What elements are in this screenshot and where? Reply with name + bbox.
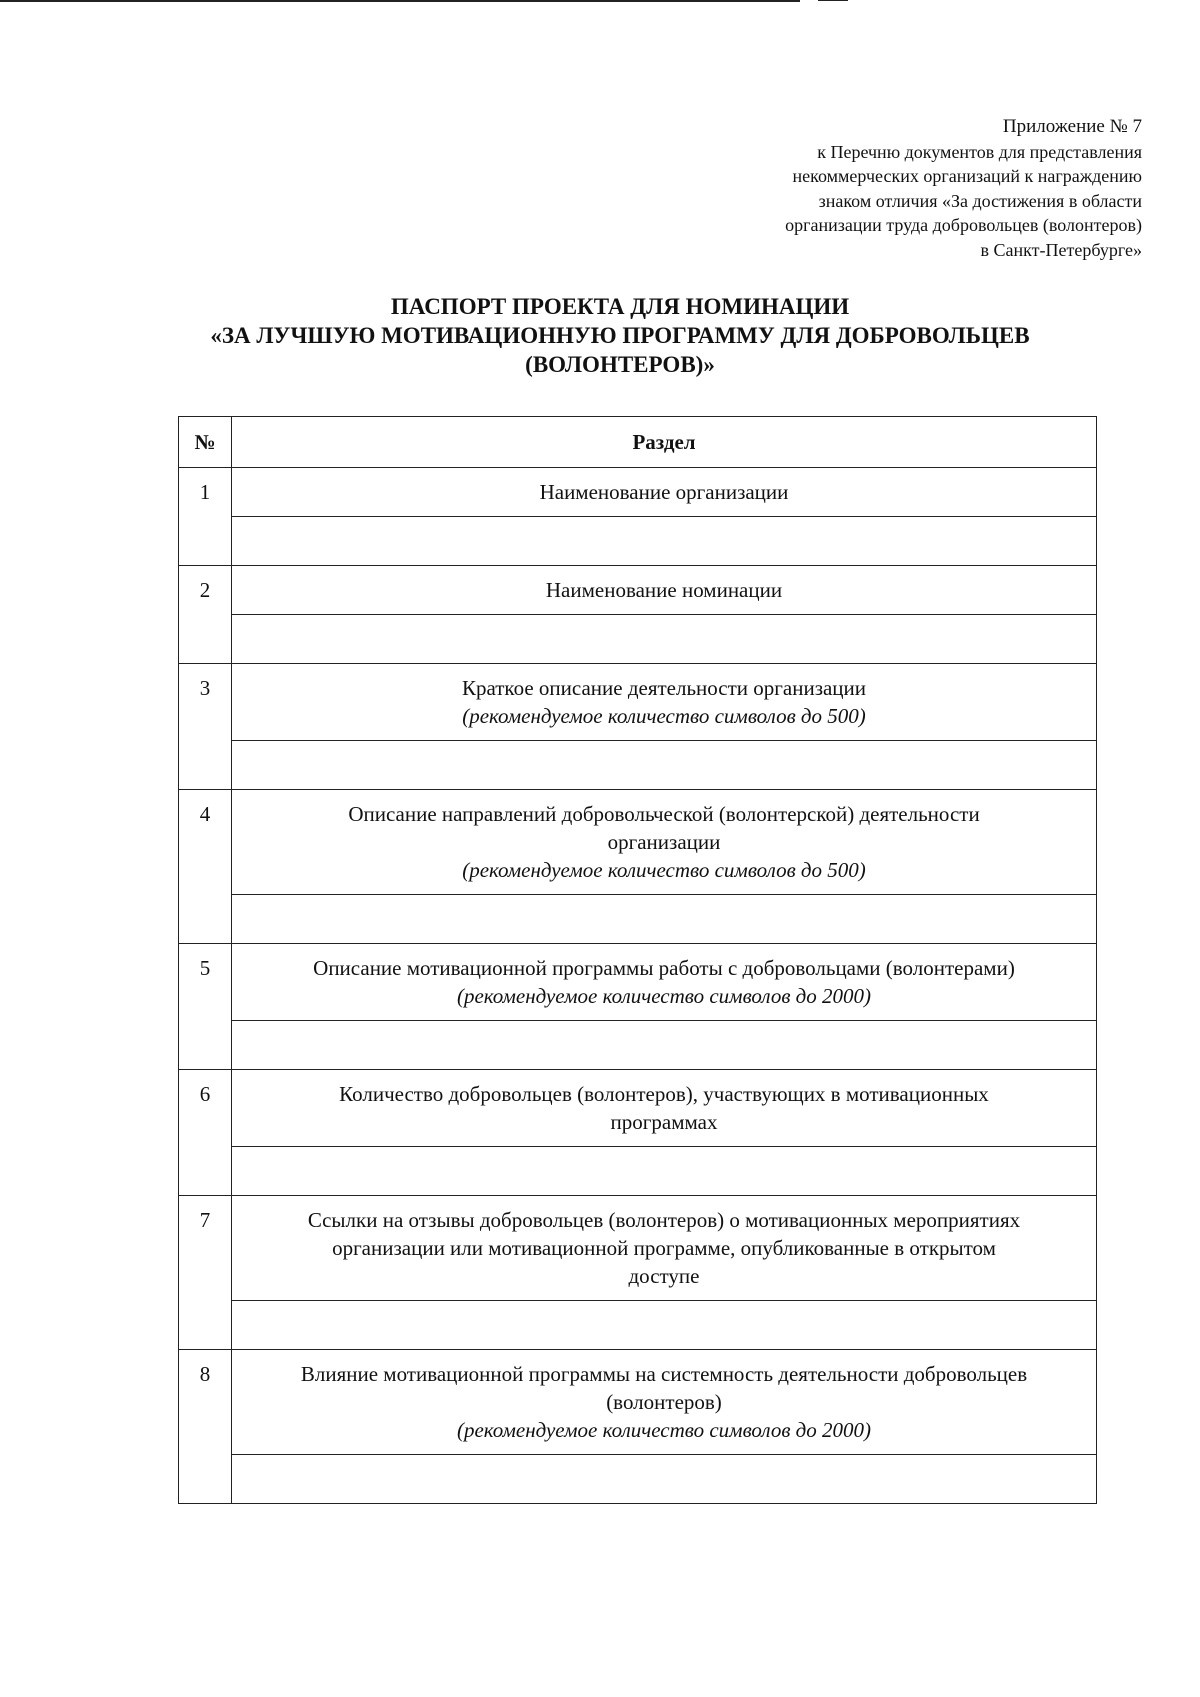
table-row	[179, 566, 1097, 615]
section-title	[232, 1196, 1097, 1301]
header-number: №	[179, 417, 232, 468]
passport-table	[178, 416, 1097, 1504]
section-title-line: Описание направлений добровольческой (волонтерской) деятельности	[348, 802, 980, 826]
answer-row	[179, 895, 1097, 944]
section-hint: (рекомендуемое количество символов до 500)	[462, 704, 866, 728]
header-section: Раздел	[232, 417, 1097, 468]
answer-field[interactable]	[232, 895, 1097, 944]
row-number: 1	[179, 468, 232, 566]
answer-row	[179, 1021, 1097, 1070]
answer-row	[179, 1301, 1097, 1350]
appendix-line: к Перечню документов для представления	[817, 141, 1142, 162]
section-title-line: Влияние мотивационной программы на системность деятельности добровольцев	[300, 1362, 1028, 1386]
document-title	[160, 292, 1080, 379]
section-hint: (рекомендуемое количество символов до 2000)	[456, 984, 872, 1008]
answer-row	[179, 1455, 1097, 1504]
table-row	[179, 1196, 1097, 1301]
row-number: 5	[179, 944, 232, 1070]
section-hint: (рекомендуемое количество символов до 500)	[462, 858, 866, 882]
answer-row	[179, 517, 1097, 566]
section-title-line: программах	[610, 1110, 718, 1134]
answer-field[interactable]	[232, 1301, 1097, 1350]
appendix-line: организации труда добровольцев (волонтеров)	[785, 215, 1142, 235]
row-number: 2	[179, 566, 232, 664]
title-line: «ЗА ЛУЧШУЮ МОТИВАЦИОННУЮ ПРОГРАММУ ДЛЯ ДОБРОВОЛЬЦЕВ	[210, 323, 1030, 348]
table-row	[179, 790, 1097, 895]
table-header-row	[179, 417, 1097, 468]
answer-field[interactable]	[232, 615, 1097, 664]
section-title	[232, 664, 1097, 741]
answer-field[interactable]	[232, 517, 1097, 566]
section-title-line: (волонтеров)	[606, 1390, 722, 1414]
row-number: 4	[179, 790, 232, 944]
answer-field[interactable]	[232, 741, 1097, 790]
appendix-line: некоммерческих организаций к награждению	[792, 166, 1142, 186]
section-title	[232, 1070, 1097, 1147]
row-number: 7	[179, 1196, 232, 1350]
section-title-line: Краткое описание деятельности организации	[461, 676, 867, 700]
scan-edge-line	[818, 0, 848, 1]
table-row	[179, 1070, 1097, 1147]
scan-edge-line	[0, 0, 800, 2]
answer-row	[179, 615, 1097, 664]
title-line: ПАСПОРТ ПРОЕКТА ДЛЯ НОМИНАЦИИ	[390, 294, 850, 319]
table-body	[179, 468, 1097, 1504]
row-number: 6	[179, 1070, 232, 1196]
section-title	[232, 468, 1097, 517]
appendix-line: знаком отличия «За достижения в области	[818, 190, 1142, 211]
appendix-line: в Санкт-Петербурге»	[980, 239, 1142, 260]
appendix-title: Приложение № 7	[1002, 116, 1142, 137]
table-row	[179, 1350, 1097, 1455]
appendix-note	[622, 115, 1142, 262]
table-row	[179, 664, 1097, 741]
section-title	[232, 1350, 1097, 1455]
table-row	[179, 468, 1097, 517]
section-title-line: Наименование организации	[539, 480, 789, 504]
answer-row	[179, 741, 1097, 790]
title-line: (ВОЛОНТЕРОВ)»	[525, 352, 715, 377]
section-title-line: организации или мотивационной программе, опубликованные в открытом	[332, 1236, 996, 1260]
section-title-line: организации	[607, 830, 721, 854]
section-hint: (рекомендуемое количество символов до 2000)	[456, 1418, 872, 1442]
answer-field[interactable]	[232, 1455, 1097, 1504]
section-title-line: доступе	[628, 1264, 700, 1288]
answer-row	[179, 1147, 1097, 1196]
section-title	[232, 790, 1097, 895]
section-title	[232, 944, 1097, 1021]
section-title-line: Описание мотивационной программы работы с добровольцами (волонтерами)	[313, 956, 1015, 980]
row-number: 3	[179, 664, 232, 790]
answer-field[interactable]	[232, 1147, 1097, 1196]
table-row	[179, 944, 1097, 1021]
section-title-line: Ссылки на отзывы добровольцев (волонтеров) о мотивационных мероприятиях	[307, 1208, 1021, 1232]
section-title-line: Наименование номинации	[545, 578, 783, 602]
answer-field[interactable]	[232, 1021, 1097, 1070]
section-title	[232, 566, 1097, 615]
row-number: 8	[179, 1350, 232, 1504]
section-title-line: Количество добровольцев (волонтеров), участвующих в мотивационных	[339, 1082, 989, 1106]
